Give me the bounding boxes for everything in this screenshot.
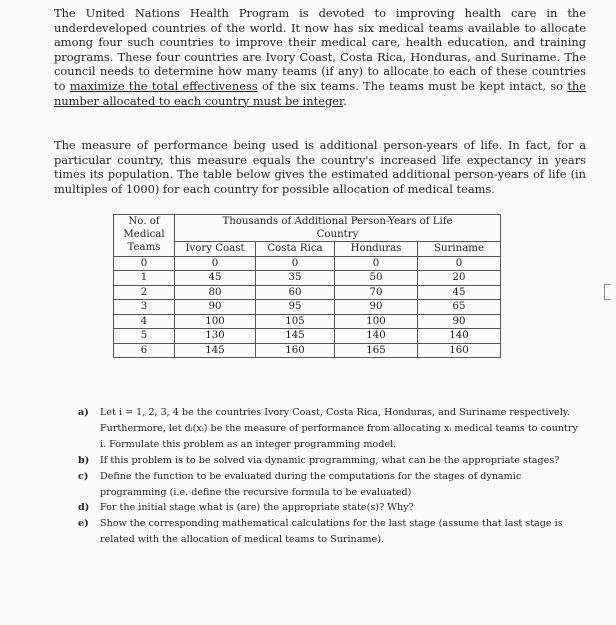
country-header-honduras: Honduras [335,242,418,257]
teams-count-cell: 4 [114,314,175,329]
question-label: a) [78,407,89,418]
edge-bracket-mark [604,284,611,300]
intro-paragraph-1 [54,6,586,108]
teams-count-cell: 3 [114,300,175,315]
table-row [114,343,501,358]
underlined-integer-constraint: the number allocated to each country must be integer [54,78,586,108]
table-main-title: Thousands of Additional Person-Years of Life [222,216,453,227]
table-main-header [175,215,501,242]
intro-text-end: . [343,93,347,108]
table-row [114,285,501,300]
value-cell: 50 [335,271,418,286]
value-cell: 35 [256,271,335,286]
intro-text-b: of the six teams. The teams must be kept intact, so [257,78,568,93]
teams-count-cell: 1 [114,271,175,286]
value-cell: 90 [335,300,418,315]
teams-count-cell: 5 [114,329,175,344]
question-item [78,453,578,469]
question-item [78,405,578,453]
value-cell: 130 [175,329,256,344]
question-text: Let i = 1, 2, 3, 4 be the countries Ivory Coast, Costa Rica, Honduras, and Suriname respectively. Furthermore, let dᵢ(xᵢ) be the measure of performance from allocating xᵢ medical teams to country i. Formulate this problem as an integer programming model. [100,407,578,450]
table-row [114,314,501,329]
country-header-suriname: Suriname [418,242,501,257]
value-cell: 90 [175,300,256,315]
value-cell: 100 [175,314,256,329]
value-cell: 45 [175,271,256,286]
country-header-costa-rica: Costa Rica [256,242,335,257]
value-cell: 140 [335,329,418,344]
underlined-objective: maximize the total effectiveness [69,78,258,93]
value-cell: 145 [175,343,256,358]
value-cell: 65 [418,300,501,315]
value-cell: 0 [335,256,418,271]
intro-text-a: The United Nations Health Program is devoted to improving health care in the underdeveloped countries of the world. It now has six medical teams available to allocate among four such countries to improve their medical care, health education, and training programs. These four countries are Ivory Coast, Costa Rica, Honduras, and Suriname. The council needs to determine how many teams (if any) to allocate to each of these countries to [54,6,586,93]
question-label: b) [78,454,90,466]
question-text: If this problem is to be solved via dynamic programming, what can be the appropriate stages? [100,454,560,466]
value-cell: 60 [256,285,335,300]
value-cell: 140 [418,329,501,344]
value-cell: 145 [256,329,335,344]
value-cell: 165 [335,343,418,358]
question-text: Show the corresponding mathematical calculations for the last stage (assume that last stage is related with the allocation of medical teams to Suriname). [100,518,563,546]
question-label: c) [78,470,89,482]
intro-paragraph-2: The measure of performance being used is additional person-years of life. In fact, for a particular country, this measure equals the country's increased life expectancy in years times its population. The table below gives the estimated additional person-years of life (in multiples of 1000) for each country for possible allocation of medical teams. [54,138,586,196]
question-label: e) [78,518,89,530]
teams-count-cell: 0 [114,256,175,271]
country-subtitle: Country [316,229,359,240]
teams-header: No. of Medical Teams [114,215,175,257]
question-text: For the initial stage what is (are) the appropriate state(s)? Why? [100,502,414,514]
value-cell: 95 [256,300,335,315]
teams-count-cell: 6 [114,343,175,358]
teams-count-cell: 2 [114,285,175,300]
table-row [114,256,501,271]
value-cell: 0 [175,256,256,271]
value-cell: 160 [256,343,335,358]
country-header-ivory-coast: Ivory Coast [175,242,256,257]
value-cell: 80 [175,285,256,300]
allocation-table [113,214,501,358]
question-list [78,405,578,548]
question-item [78,469,578,501]
question-label: d) [78,502,90,514]
value-cell: 105 [256,314,335,329]
table-row [114,271,501,286]
value-cell: 0 [418,256,501,271]
value-cell: 70 [335,285,418,300]
value-cell: 20 [418,271,501,286]
value-cell: 90 [418,314,501,329]
table-row [114,329,501,344]
question-item [78,516,578,548]
table-body [114,256,501,358]
question-text: Define the function to be evaluated during the computations for the stages of dynamic programming (i.e. define the recursive formula to be evaluated) [100,470,522,498]
value-cell: 0 [256,256,335,271]
question-item [78,500,578,516]
value-cell: 160 [418,343,501,358]
table-row [114,300,501,315]
value-cell: 100 [335,314,418,329]
value-cell: 45 [418,285,501,300]
